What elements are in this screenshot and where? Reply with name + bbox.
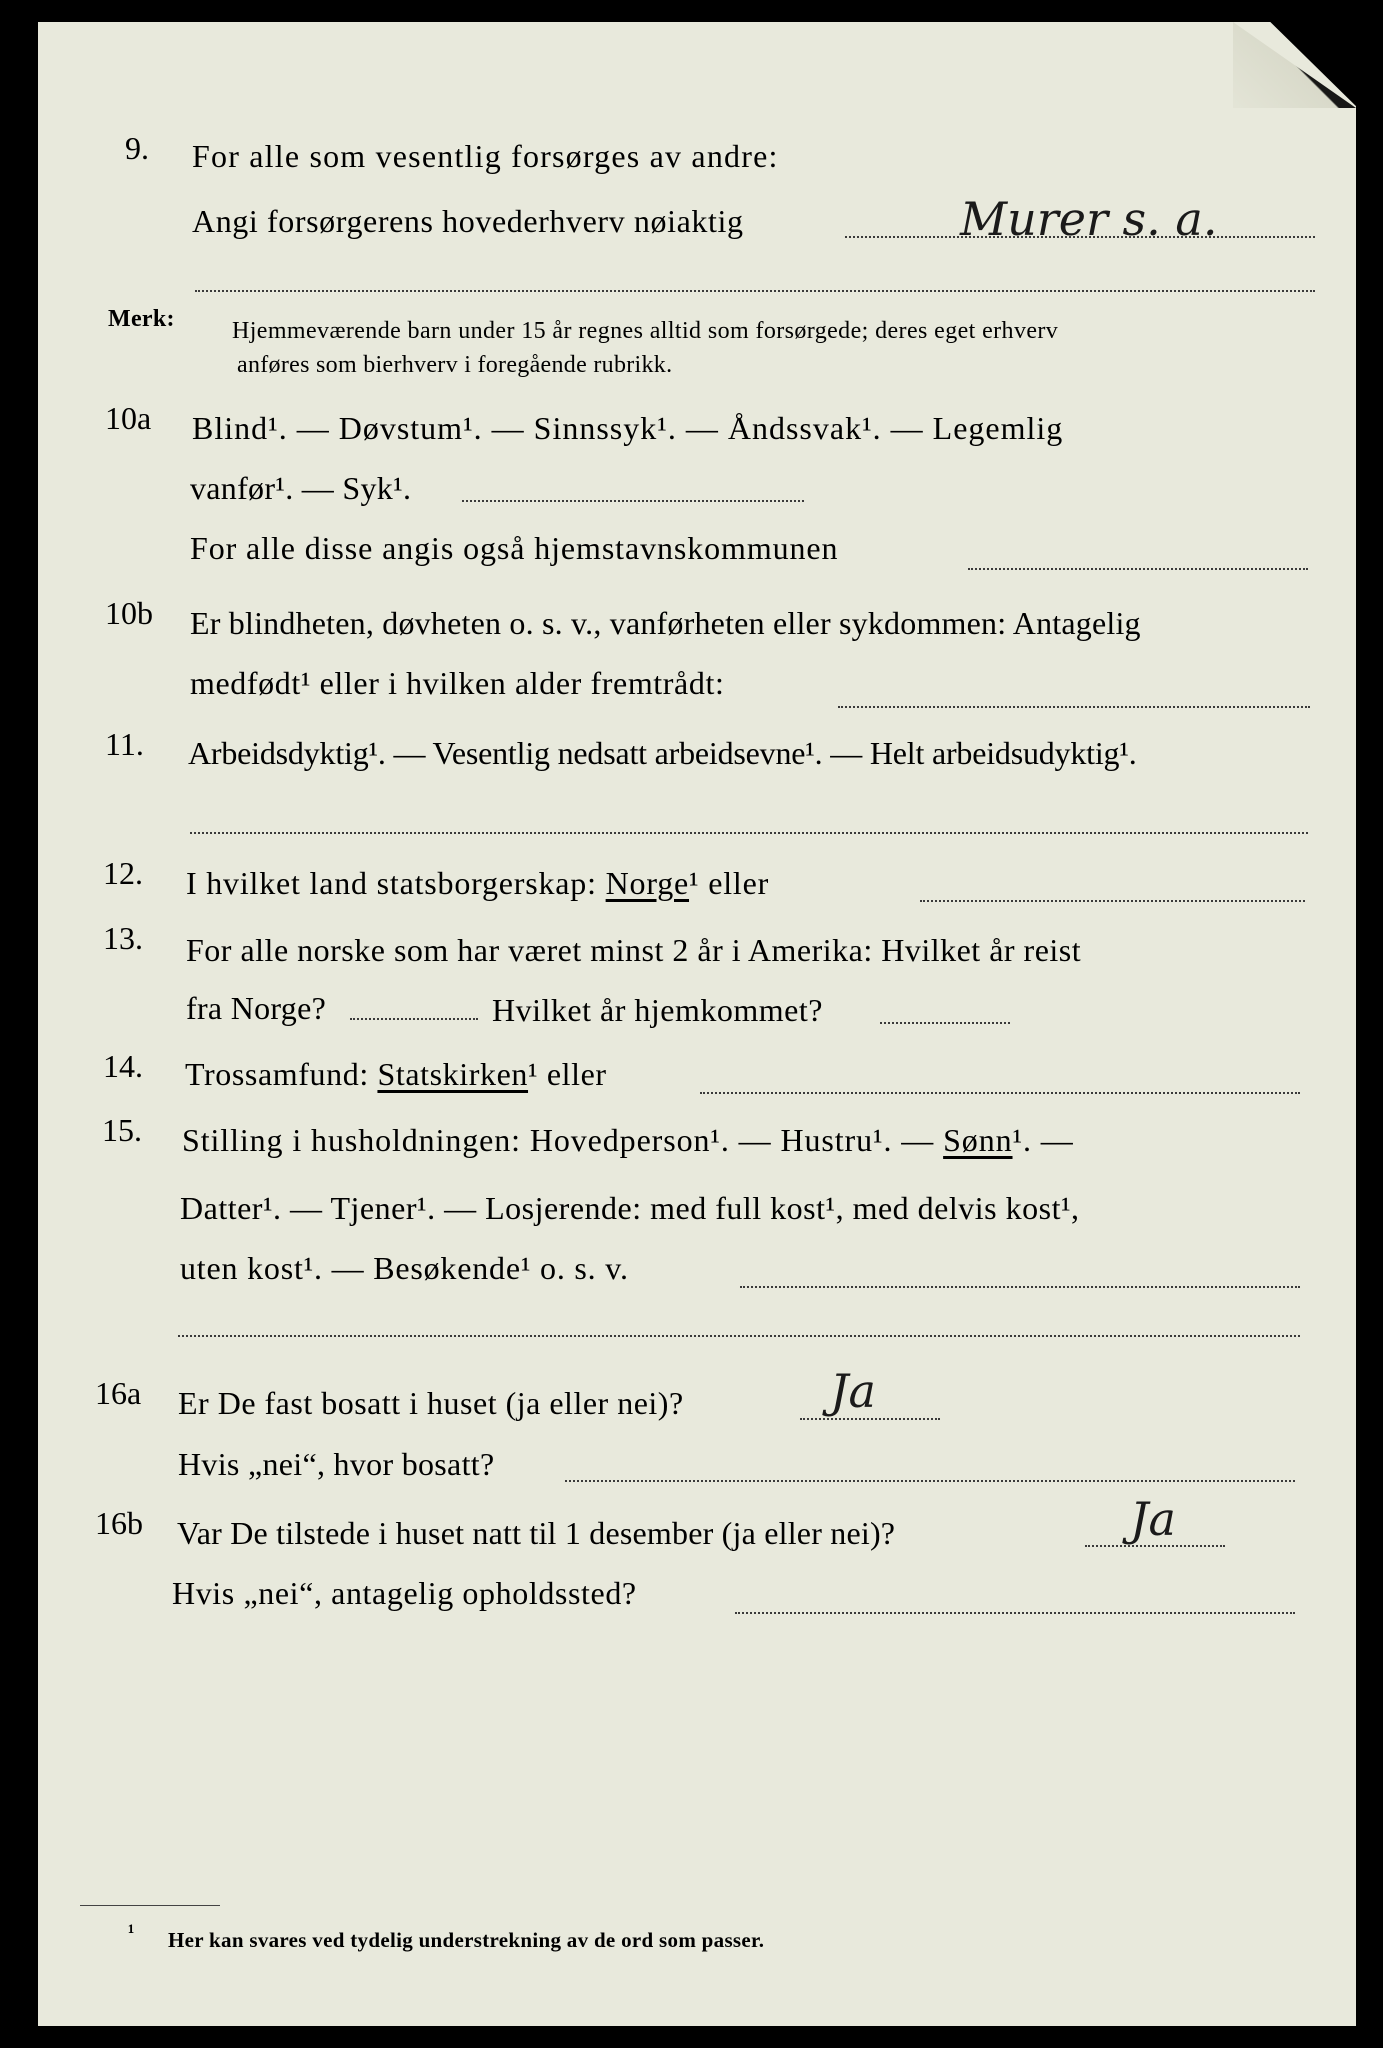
q14-line: [185, 1056, 607, 1093]
q16a-line1: Er De fast bosatt i huset (ja eller nei)?: [178, 1385, 684, 1421]
q14-question: Trossamfund:: [185, 1056, 369, 1092]
q13-line2a: fra Norge?: [186, 990, 327, 1026]
q11-number: 11.: [105, 726, 144, 762]
q9-number: 9.: [125, 130, 149, 166]
q10b-line1: Er blindheten, døvheten o. s. v., vanførheten eller sykdommen: Antagelig: [190, 605, 1141, 641]
merk-line1: Hjemmeværende barn under 15 år regnes alltid som forsørgede; deres eget erhverv: [232, 318, 1059, 344]
q9-extra-line: [195, 290, 1315, 292]
q15-line3: uten kost¹. — Besøkende¹ o. s. v.: [180, 1250, 629, 1286]
q11-answer-line: [190, 832, 1308, 834]
footnote-mark: ¹: [128, 1920, 135, 1944]
q16b-line2: Hvis „nei“, antagelig opholdssted?: [172, 1575, 637, 1611]
q12-underlined-norge: Norge: [605, 865, 690, 901]
q13-reist-line: [350, 1018, 478, 1020]
q10b-answer-line: [838, 706, 1310, 708]
q10a-answer-line: [462, 500, 804, 502]
q15-line1: [182, 1122, 1074, 1159]
q9-line2: Angi forsørgerens hovederhverv nøiaktig: [192, 203, 744, 239]
q12-suffix: ¹ eller: [689, 865, 770, 901]
footnote-rule: [80, 1905, 220, 1906]
q15-line1-text: Stilling i husholdningen: Hovedperson¹. — Hustru¹. —: [182, 1122, 935, 1158]
q10a-number: 10a: [105, 400, 152, 436]
q10a-line3: For alle disse angis også hjemstavnskommunen: [190, 530, 839, 566]
q16a-number: 16a: [95, 1375, 142, 1411]
q16b-opholdssted-line: [735, 1612, 1295, 1614]
q10a-line1: Blind¹. — Døvstum¹. — Sinnssyk¹. — Åndssvak¹. — Legemlig: [192, 410, 1064, 446]
q10a-hjemstavn-line: [968, 568, 1308, 570]
q16b-answer: Ja: [1130, 1492, 1176, 1546]
q15-extra-line: [178, 1335, 1300, 1337]
q15-number: 15.: [102, 1112, 142, 1148]
q16a-line2: Hvis „nei“, hvor bosatt?: [178, 1446, 495, 1482]
q13-line2b: Hvilket år hjemkommet?: [492, 992, 823, 1028]
q12-line: [186, 865, 769, 902]
q14-number: 14.: [103, 1048, 143, 1084]
q12-question: I hvilket land statsborgerskap:: [186, 865, 597, 901]
q16a-bosatt-line: [565, 1480, 1295, 1482]
q14-answer-line: [700, 1092, 1300, 1094]
q9-line1: For alle som vesentlig forsørges av andre:: [192, 138, 779, 174]
q9-answer: Murer s. a.: [960, 192, 1218, 246]
q15-answer-line: [740, 1286, 1300, 1288]
q13-line1: For alle norske som har været minst 2 år i Amerika: Hvilket år reist: [186, 932, 1082, 968]
q12-answer-line: [920, 900, 1305, 902]
q15-line1-suffix: ¹. —: [1012, 1122, 1074, 1158]
q10b-number: 10b: [105, 595, 153, 631]
q16b-number: 16b: [95, 1505, 143, 1541]
q16a-answer: Ja: [830, 1364, 876, 1418]
q14-suffix: ¹ eller: [528, 1056, 607, 1092]
q12-number: 12.: [103, 855, 143, 891]
q10b-line2: medfødt¹ eller i hvilken alder fremtrådt:: [190, 665, 725, 701]
footnote-text: Her kan svares ved tydelig understrekning av de ord som passer.: [168, 1928, 765, 1952]
q16b-line1: Var De tilstede i huset natt til 1 desember (ja eller nei)?: [177, 1515, 896, 1551]
q13-number: 13.: [103, 920, 143, 956]
q11-line1: Arbeidsdyktig¹. — Vesentlig nedsatt arbeidsevne¹. — Helt arbeidsudyktig¹.: [188, 735, 1137, 771]
q13-hjemkommet-line: [880, 1022, 1010, 1024]
q10a-line2: vanfør¹. — Syk¹.: [190, 470, 412, 506]
q15-underlined-sonn: Sønn: [943, 1122, 1013, 1158]
q14-underlined-statskirken: Statskirken: [377, 1056, 529, 1092]
merk-line2: anføres som bierhverv i foregående rubrikk.: [237, 352, 673, 378]
q16a-answer-line: [800, 1418, 940, 1420]
merk-label: Merk:: [108, 306, 175, 332]
q15-line2: Datter¹. — Tjener¹. — Losjerende: med full kost¹, med delvis kost¹,: [180, 1190, 1080, 1226]
